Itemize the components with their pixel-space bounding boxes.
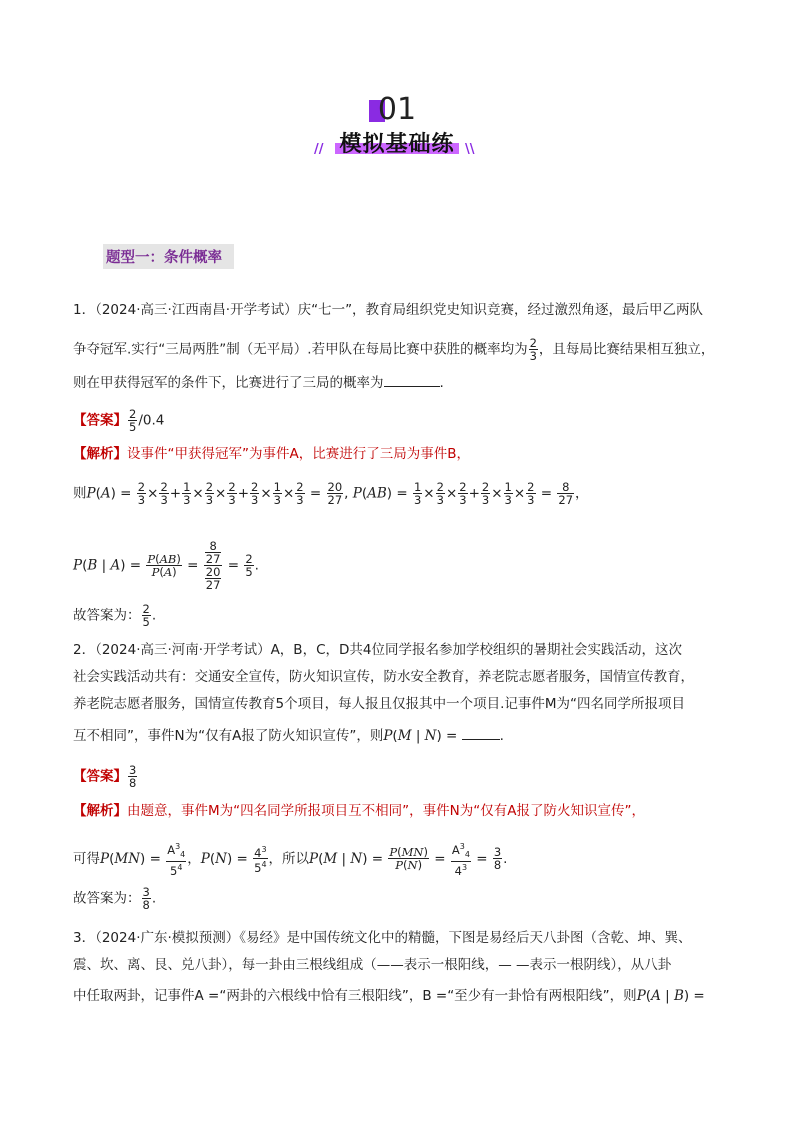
q2-so: 故答案为： $\frac{3}{8}$ . [73,885,157,912]
q1-answer: 【答案】 $\frac{2}{5}$ /0.4 [73,407,165,434]
q3-line3: 中任取两卦，记事件A =“两卦的六根线中恰有三根阳线”，B =“至少有一卦恰有两根阳线”，则P(A | B) = [73,988,705,1004]
question-type: 题型一：条件概率 [106,250,222,266]
q1-formula-pa: 则P(A) = $\frac{2}{3}$ × $\frac{2}{3}$ + $\frac{1}{3}$ × $\frac{2}{3}$ × $\frac{2}{3}$ + $\frac{2}{3}$ × $\frac{1}{3}$ × $\frac{2}{3}$ = $\frac{20}{27}$ , P(AB) = $\frac{1}{3}$ × $\frac{2}{3}$ × $\frac{2}{3}$ + $\frac{2}{3}$ × $\frac{1}{3}$ × $\frac{2}{3}$ = $\frac{8}{27}$ ， [73,480,589,507]
q1-line2: 争夺冠军.实行“三局两胜”制（无平局）.若甲队在每局比赛中获胜的概率均为 $\frac{2}{3}$ ，且每局比赛结果相互独立， [73,336,715,363]
q1-line1: 1．（2024·高三·江西南昌·开学考试）庆“七一”，教育局组织党史知识竞赛，经过激烈角逐，最后甲乙两队 [73,302,704,318]
q1-analysis: 【解析】设事件“甲获得冠军”为事件A，比赛进行了三局为事件B， [73,446,470,462]
section-title: 模拟基础练 [339,132,455,157]
q3-line1: 3．（2024·广东·模拟预测）《易经》是中国传统文化中的精髓，下图是易经后天八卦图（含乾、坤、巽、 [73,930,692,946]
q2-line1: 2．（2024·高三·河南·开学考试）A，B，C，D共4位同学报名参加学校组织的暑期社会实践活动，这次 [73,642,682,658]
q2-line3: 养老院志愿者服务，国情宣传教育5个项目，每人报且仅报其中一个项目.记事件M为“四名同学所报项目 [73,696,686,712]
q2-formula: 可得P(MN) = $\frac{A^3_4}{5^4}$ ，P(N) = $\frac{4^3}{5^4}$ ，所以P(M | N) = $\frac{P(MN)}{P(N)}$ = $\frac{A^3_4}{4^3}$ = $\frac{3}{8}$ . [73,842,508,878]
title-slash-right: \\ [465,142,475,157]
q1-line3: 则在甲获得冠军的条件下，比赛进行了三局的概率为 . [73,375,444,391]
q2-analysis: 【解析】由题意，事件M为“四名同学所报项目互不相同”，事件N为“仅有A报了防火知识宣传”， [73,803,645,819]
q2-line4: 互不相同”，事件N为“仅有A报了防火知识宣传”，则P(M | N) = . [73,728,504,744]
q2-line2: 社会实践活动共有：交通安全宣传，防火知识宣传，防水安全教育，养老院志愿者服务，国情宣传教育， [73,669,694,685]
q1-so: 故答案为： $\frac{2}{5}$ . [73,602,157,629]
title-slash-left: // [314,142,324,157]
q1-formula-pba: P(B | A) = $\frac{P(AB)}{P(A)}$ = $\frac{\frac{8}{27}}{\frac{20}{27}}$ = $\frac{2}{5}$ . [73,539,259,592]
section-number: 01 [377,92,417,127]
q2-answer: 【答案】 $\frac{3}{8}$ [73,763,137,790]
q3-line2: 震、坎、离、艮、兑八卦），每一卦由三根线组成（——表示一根阳线，— —表示一根阴线），从八卦 [73,957,672,973]
